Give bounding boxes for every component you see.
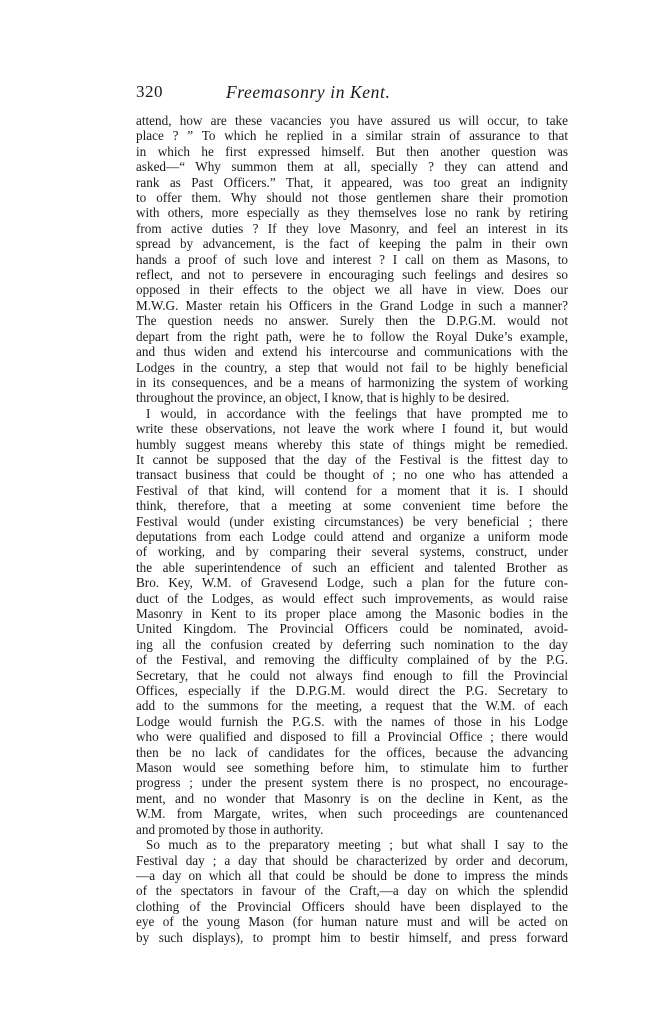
text-line: of working, and by comparing their several systems, construct, under [136, 544, 568, 560]
text-line: and thus widen and extend his intercourse and communications with the [136, 344, 568, 360]
text-line: Bro. Key, W.M. of Gravesend Lodge, such a plan for the future con- [136, 575, 568, 591]
text-line: think, therefore, that a meeting at some convenient time before the [136, 498, 568, 514]
text-line: Secretary, that he could not always find enough to fill the Provincial [136, 667, 568, 683]
text-line: —a day on which all that could be should be done to impress the minds [136, 867, 568, 883]
page-number: 320 [136, 82, 163, 101]
text-line: ing all the confusion created by deferring such nomination to the day [136, 636, 568, 652]
page-header [136, 82, 568, 106]
text-line: add to the summons for the meeting, a request that the W.M. of each [136, 698, 568, 714]
text-line: ment, and no wonder that Masonry is on the decline in Kent, as the [136, 790, 568, 806]
text-line: rank as Past Officers.” That, it appeared, was too great an indignity [136, 174, 568, 190]
text-line: throughout the province, an object, I know, that is highly to be desired. [136, 390, 510, 406]
text-line: and promoted by those in authority. [136, 821, 324, 837]
text-line: United Kingdom. The Provincial Officers could be nominated, avoid- [136, 621, 568, 637]
text-line: reflect, and not to persevere in encouraging such feelings and desires so [136, 267, 568, 283]
text-line: W.M. from Margate, writes, when such proceedings are countenanced [136, 806, 568, 822]
text-line: place ? ” To which he replied in a similar strain of assurance to that [136, 128, 568, 144]
text-line: then be no lack of candidates for the offices, because the advancing [136, 744, 568, 760]
text-line: So much as to the preparatory meeting ; but what shall I say to the [146, 837, 568, 853]
text-line: depart from the right path, were he to follow the Royal Duke’s example, [136, 328, 568, 344]
text-line: Lodge would furnish the P.G.S. with the names of those in his Lodge [136, 713, 568, 729]
text-line: The question needs no answer. Surely then the D.P.G.M. would not [136, 313, 568, 329]
body-text [136, 113, 568, 945]
text-line: Mason would see something before him, to stimulate him to further [136, 760, 568, 776]
text-line: asked—“ Why summon them at all, specially ? they can attend and [136, 159, 568, 175]
text-line: Offices, especially if the D.P.G.M. would direct the P.G. Secretary to [136, 683, 568, 699]
text-line: in its consequences, and be a means of harmonizing the system of working [136, 374, 568, 390]
text-line: Masonry in Kent to its proper place among the Masonic bodies in the [136, 606, 568, 621]
text-line: from active duties ? If they love Masonry, and feel an interest in its [136, 220, 568, 236]
text-line: write these observations, not leave the work where I found it, but would [136, 421, 568, 437]
text-line: with others, more especially as they themselves lose no rank by retiring [136, 205, 568, 221]
text-line: progress ; under the present system there is no prospect, no encourage- [136, 775, 568, 791]
text-line: to offer them. Why should not those gentlemen share their promotion [136, 190, 568, 206]
text-line: attend, how are these vacancies you have assured us will occur, to take [136, 113, 568, 128]
text-line: Festival of that kind, will contend for a moment that it is. I should [136, 482, 568, 498]
text-line: Lodges in the country, a step that would not fail to be highly beneficial [136, 359, 568, 375]
text-line: eye of the young Mason (for human nature must and will be acted on [136, 914, 568, 930]
text-line: Festival would (under existing circumstances) be very beneficial ; there [136, 513, 568, 529]
running-title: Freemasonry in Kent. [226, 82, 391, 102]
text-line: hands a proof of such love and interest ? I call on them as Masons, to [136, 251, 568, 267]
text-line: of the spectators in favour of the Craft,—a day on which the splendid [136, 883, 568, 899]
text-line: deputations from each Lodge could attend and organize a uniform mode [136, 528, 568, 544]
text-line: clothing of the Provincial Officers should have been displayed to the [136, 898, 568, 914]
text-line: I would, in accordance with the feelings that have prompted me to [146, 405, 568, 421]
text-line: duct of the Lodges, as would effect such improvements, as would raise [136, 590, 568, 606]
text-line: humbly suggest means whereby this state of things might be remedied. [136, 436, 568, 452]
text-line: spread by advancement, is the fact of keeping the palm in their own [136, 236, 568, 252]
text-line: the able superintendence of such an efficient and talented Brother as [136, 559, 568, 575]
text-line: of the Festival, and removing the difficulty complained of by the P.G. [136, 652, 568, 668]
text-line: who were qualified and disposed to fill a Provincial Office ; there would [136, 729, 568, 745]
text-line: It cannot be supposed that the day of the Festival is the fittest day to [136, 451, 568, 467]
text-line: in which he first expressed himself. But then another question was [136, 143, 568, 159]
text-line: opposed in their effects to the object we all have in view. Does our [136, 282, 568, 298]
text-line: by such displays), to prompt him to bestir himself, and press forward [136, 929, 568, 945]
text-line: transact business that could be thought of ; no one who has attended a [136, 467, 568, 483]
text-line: Festival day ; a day that should be characterized by order and decorum, [136, 852, 568, 868]
text-line: M.W.G. Master retain his Officers in the Grand Lodge in such a manner? [136, 297, 568, 313]
